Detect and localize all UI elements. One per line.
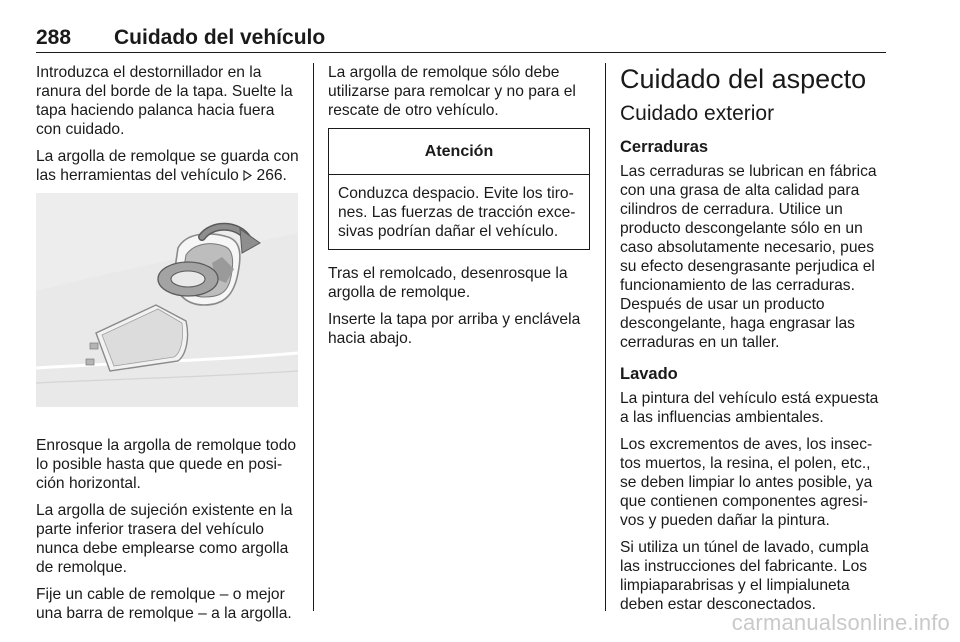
paragraph: Si utiliza un túnel de lavado, cumpla las instrucciones del fabricante. Los limpiaparabrisas y el limpialuneta deben estar desconectados. bbox=[620, 539, 869, 613]
warning-title: Atención bbox=[329, 129, 589, 175]
page-reference-link[interactable]: 266. bbox=[256, 167, 287, 184]
paragraph: Los excrementos de aves, los insec-tos muertos, la resina, el polen, etc., se deben limpiar lo antes posible, ya que contienen componentes agresi-vos y pueden dañar la pintura. bbox=[620, 436, 873, 529]
paragraph bbox=[36, 147, 301, 185]
paragraph: La argolla de remolque sólo debe utilizarse para remolcar y no para el rescate de otro vehículo. bbox=[328, 64, 576, 119]
paragraph: Enrosque la argolla de remolque todo lo posible hasta que quede en posi-ción horizontal. bbox=[36, 437, 297, 492]
page-header bbox=[36, 12, 886, 53]
watermark: carmanualsonline.info bbox=[731, 610, 950, 635]
column-divider-2 bbox=[605, 63, 606, 611]
paragraph: Tras el remolcado, desenrosque la argolla de remolque. bbox=[328, 265, 568, 301]
topic-heading-washing: Lavado bbox=[620, 365, 678, 383]
paragraph: La pintura del vehículo está expuesta a las influencias ambientales. bbox=[620, 390, 879, 426]
paragraph: Fije un cable de remolque – o mejor una barra de remolque – a la argolla. bbox=[36, 586, 292, 622]
subsection-heading: Cuidado exterior bbox=[620, 102, 775, 125]
page-number: 288 bbox=[36, 26, 72, 49]
column-3 bbox=[620, 63, 888, 622]
triangle-arrow-icon bbox=[243, 166, 252, 185]
topic-heading-locks: Cerraduras bbox=[620, 138, 709, 156]
paragraph: La argolla de sujeción existente en la parte inferior trasera del vehículo nunca debe emplearse como argolla de remolque. bbox=[36, 502, 293, 576]
page-header-title: Cuidado del vehículo bbox=[114, 26, 326, 49]
paragraph: Inserte la tapa por arriba y enclávela hacia abajo. bbox=[328, 311, 581, 347]
section-heading: Cuidado del aspecto bbox=[620, 64, 867, 94]
column-2 bbox=[328, 63, 590, 356]
column-divider-1 bbox=[313, 63, 314, 611]
column-1 bbox=[36, 63, 301, 631]
warning-text: Conduzca despacio. Evite los tiro-nes. Las fuerzas de tracción exce-sivas podrían dañar el vehículo. bbox=[338, 185, 576, 240]
paragraph: Las cerraduras se lubrican en fábrica con una grasa de alta calidad para cilindros de cerradura. Utilice un producto descongelante sólo en un caso absolutamente necesario, pues su efecto desengrasante perjudica el funcionamiento de las cerraduras. Después de usar un producto descongelante, haga engrasar las cerraduras en un taller. bbox=[620, 163, 877, 351]
paragraph-text: La argolla de remolque se guarda con las herramientas del vehículo bbox=[36, 148, 299, 184]
warning-box bbox=[328, 128, 590, 250]
paragraph: Introduzca el destornillador en la ranura del borde de la tapa. Suelte la tapa haciendo palanca hacia fuera con cuidado. bbox=[36, 64, 293, 138]
tow-eye-illustration bbox=[36, 193, 298, 407]
